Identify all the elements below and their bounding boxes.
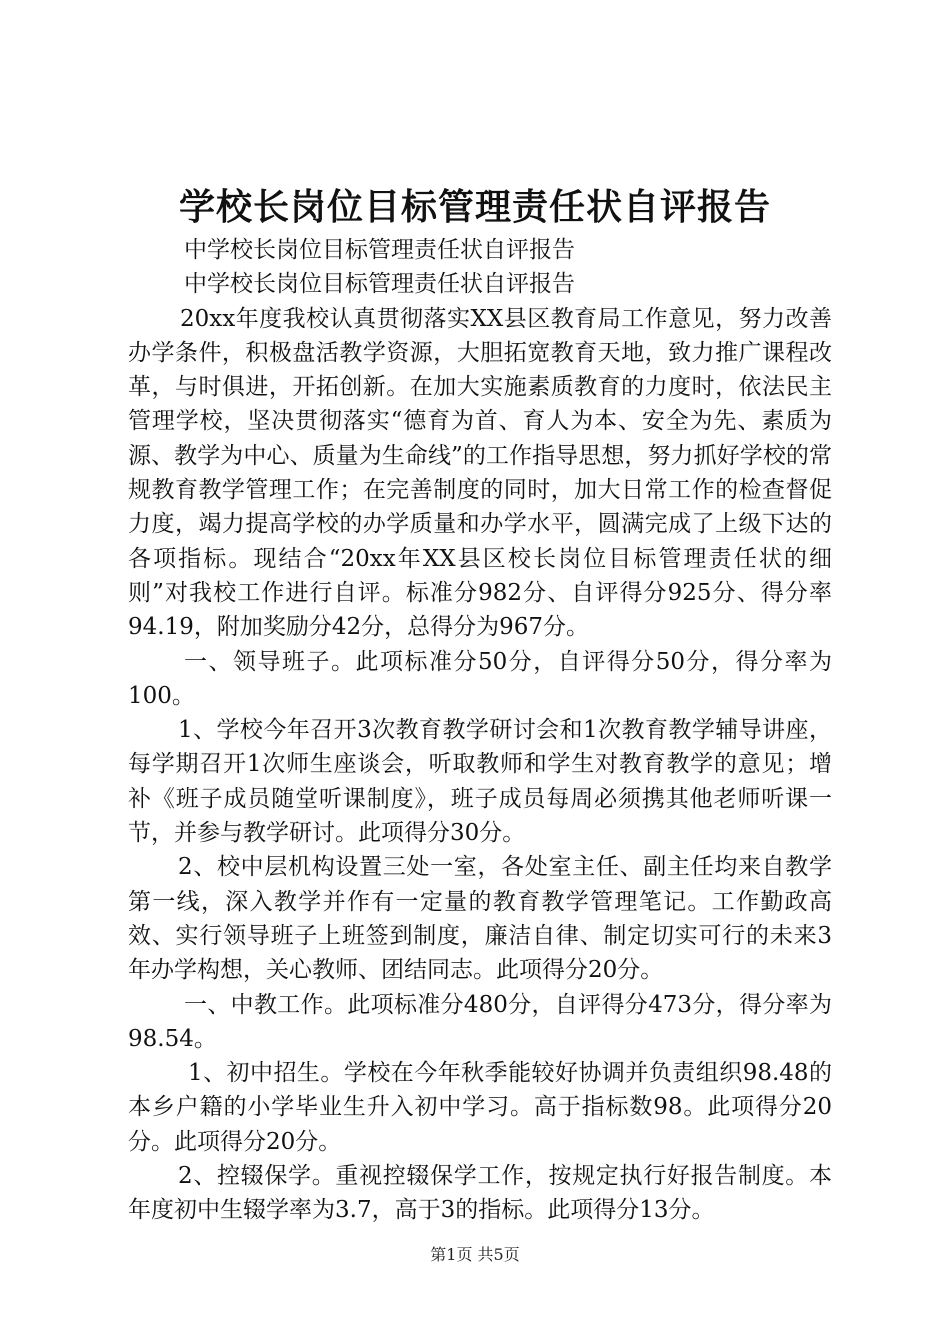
paragraph-leadership-item-2: 2、校中层机构设置三处一室，各处室主任、副主任均来自教学第一线，深入教学并作有一定量的教育教学管理笔记。工作勤政高效、实行领导班子上班签到制度，廉洁自律、制定切实可行的未来3年办学构想，关心教师、团结同志。此项得分20分。 [128, 854, 832, 984]
paragraph-education-item-1: 1、初中招生。学校在今年秋季能较好协调并负责组织98.48的本乡户籍的小学毕业生升入初中学习。高于指标数98。此项得分20分。此项得分20分。 [128, 1060, 832, 1155]
paragraph-education-item-2: 2、控辍保学。重视控辍保学工作，按规定执行好报告制度。本年度初中生辍学率为3.7，高于3的指标。此项得分13分。 [128, 1163, 832, 1224]
document-title: 学校长岗位目标管理责任状自评报告 [178, 186, 771, 228]
paragraph-leadership-item-1: 1、学校今年召开3次教育教学研讨会和1次教育教学辅导讲座，每学期召开1次师生座谈会，听取教师和学生对教育教学的意见；增补《班子成员随堂听课制度》，班子成员每周必须携其他老师听课一节，并参与教学研讨。此项得分30分。 [128, 717, 832, 847]
document-body [128, 233, 832, 1228]
page-footer: 第1页 共5页 [430, 1245, 520, 1264]
subtitle-line-2: 中学校长岗位目标管理责任状自评报告 [184, 271, 575, 298]
paragraph-intro: 20xx年度我校认真贯彻落实XX县区教育局工作意见，努力改善办学条件，积极盘活教学资源，大胆拓宽教育天地，致力推广课程改革，与时俱进，开拓创新。在加大实施素质教育的力度时，依法民主管理学校，坚决贯彻落实“德育为首、育人为本、安全为先、素质为源、教学为中心、质量为生命线”的工作指导思想，努力抓好学校的常规教育教学管理工作；在完善制度的同时，加大日常工作的检查督促力度，竭力提高学校的办学质量和办学水平，圆满完成了上级下达的各项指标。现结合“20xx年XX县区校长岗位目标管理责任状的细则”对我校工作进行自评。标准分982分、自评得分925分、得分率94.19，附加奖励分42分，总得分为967分。 [128, 305, 832, 641]
subtitle-line-1: 中学校长岗位目标管理责任状自评报告 [184, 237, 575, 263]
paragraph-section-leadership: 一、领导班子。此项标准分50分，自评得分50分，得分率为100。 [128, 648, 832, 709]
paragraph-section-secondary-education: 一、中教工作。此项标准分480分，自评得分473分，得分率为98.54。 [128, 991, 832, 1052]
